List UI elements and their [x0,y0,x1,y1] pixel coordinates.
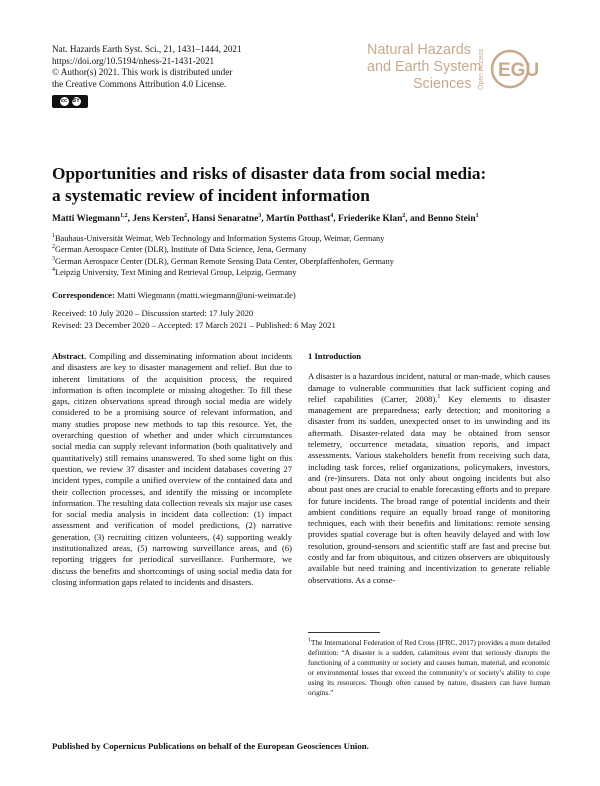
dates-line-2: Revised: 23 December 2020 – Accepted: 17 March 2021 – Published: 6 May 2021 [52,319,336,330]
citation: Nat. Hazards Earth Syst. Sci., 21, 1431–1444, 2021 [52,44,242,54]
author: Hansi Senaratne$^3$, [191,212,266,224]
author: Benno Stein$^1$ [427,212,479,224]
by-icon: BY [72,98,80,104]
doi-link[interactable]: https://doi.org/10.5194/nhess-21-1431-2021 [52,55,215,66]
abstract-label: Abstract. [52,351,87,361]
correspondence-label: Correspondence: [52,290,115,300]
footnote-mark[interactable]: 1 [437,394,441,401]
journal-name [367,42,487,92]
abstract-text: Compiling and disseminating information about incidents and disasters are key to disaster management and relief. But due to inherent limitations of the acquisition process, the required information is often incomplete or missing altogether. To fill these gaps, citizen observations spread through social media are widely considered to be a promising source of relevant information, and many studies propose new methods to tap this resource. Yet, the overarching question of whether and under which circumstances social media can supply relevant information (both qualitatively and quantitatively) still remains unanswered. To shed some light on this question, we review 37 disaster and incident databases covering 27 incident types, compile a unified overview of the contained data and their collection processes, and identify the missing or incomplete information. The resulting data collection reveals six major use cases for social media analysis in incident data collection: (1) impact assessment and verification of model predictions, (2) narrative generation, (3) recruiting citizen volunteers, (4) supporting weakly institutionalized areas, (5) narrowing surveillance areas, and (6) reporting triggers for periodical surveillance. Furthermore, we discuss the benefits and shortcomings of using social media data for closing information gaps related to incidents and disasters. [52,351,292,587]
title-line-2: a systematic review of incident information [52,186,370,205]
introduction-text: A disaster is a hazardous incident, natural or man-made, which causes damage to vulnerable communities that lack sufficient coping and relief capabilities (Carter, 2008).$^1$ Key elements to disaster management are preparedness; early detection; and monitoring a disaster from its sudden, unexpected onset to its unwinding and its aftermath. Disaster-related data may be obtained from sensor telemetry, occurrence metadata, situation reports, and impact assessments. Various stakeholders benefit from receiving such data, including task forces, relief organizations, policymakers, investors, and (re-)insurers. Data not only about ongoing incidents but also about past ones are crucial to enable forecasting efforts and to prepare for future incidents. The broad range of potential incidents and their ambient conditions require an equally broad range of monitoring techniques, each with their benefits and limitations: remote sensing provides spatial coverage but is often heavily delayed and with low resolution, ground-sensors and scientific staff are fast and precise but costly and far from ubiquitous, and citizen observers are ubiquitously available but need training and incentivization to generate reliable observations. As a conse- [308,371,550,585]
section-heading: 1 Introduction [308,351,362,361]
journal-line-3: Sciences [413,75,472,92]
copyright: © Author(s) 2021. This work is distributed under [52,67,233,78]
author: Jens Kersten$^2$, [132,212,192,224]
author: Matti Wiegmann$^{1,2}$, [52,212,133,224]
affiliation-list [52,233,552,279]
egu-logo-text: EGU [498,60,540,81]
open-access-label: Open Access [478,48,485,90]
cc-by-badge[interactable] [52,95,88,108]
author: Martin Potthast$^4$, [265,212,338,224]
affiliation: $^4$Leipzig University, Text Mining and Retrieval Group, Leipzig, Germany [52,267,297,278]
publisher-footer: Published by Copernicus Publications on behalf of the European Geosciences Union. [52,741,369,751]
abstract [52,351,292,588]
cc-icon: cc [60,98,68,104]
author: Friederike Klan$^2$, and [337,212,428,224]
title-line-1: Opportunities and risks of disaster data from social media: [52,164,487,183]
footnote: $^1$The International Federation of Red Cross (IFRC, 2017) provides a more detailed definition: “A disaster is a sudden, calamitous event that seriously disrupts the functioning of a community or society and causes human, material, and economic or environmental losses that exceed the community’s or society’s ability to cope using its resources. Though often caused by nature, disasters can have human origins.” [308,637,550,697]
article-meta [52,44,242,90]
footnote-rule [308,632,380,633]
affiliation: $^1$Bauhaus-Universität Weimar, Web Technology and Information Systems Group, Weimar, Germany [52,233,385,243]
paper-title [52,163,552,207]
author-list [52,214,552,224]
affiliation: $^2$German Aerospace Center (DLR), Institute of Data Science, Jena, Germany [52,244,307,255]
dates-line-1: Received: 10 July 2020 – Discussion started: 17 July 2020 [52,308,254,318]
license: the Creative Commons Attribution 4.0 License. [52,78,227,89]
introduction [308,351,550,586]
affiliation: $^3$German Aerospace Center (DLR), German Remote Sensing Data Center, Oberpfaffenhofen, Germany [52,256,394,266]
correspondence-text[interactable]: Matti Wiegmann (matti.wiegmann@uni-weimar.de) [117,290,296,300]
correspondence [52,290,296,300]
egu-logo-icon [490,49,542,89]
journal-line-2: and Earth System [367,58,482,75]
journal-line-1: Natural Hazards [367,42,471,58]
history-dates [52,308,336,331]
